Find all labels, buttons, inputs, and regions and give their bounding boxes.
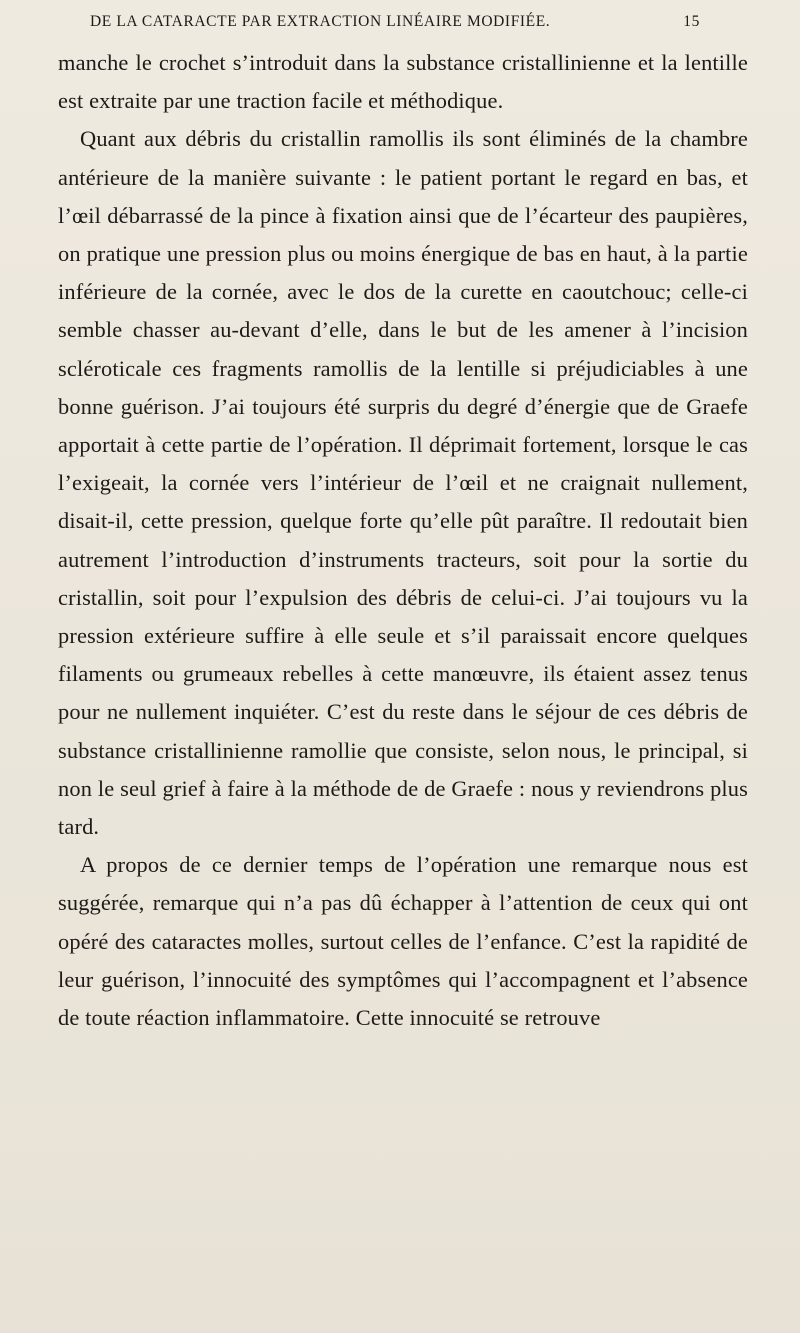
page-number: 15	[683, 13, 700, 30]
running-head-title: DE LA CATARACTE PAR EXTRACTION LINÉAIRE MODIFIÉE.	[90, 13, 551, 30]
paragraph-continuation: manche le crochet s’introduit dans la substance cristallinienne et la lentille est extraite par une traction facile et méthodique.	[58, 50, 748, 114]
body-text	[58, 44, 748, 1037]
paragraph: A propos de ce dernier temps de l’opération une remarque nous est suggérée, remarque qui n’a pas dû échapper à l’attention de ceux qui ont opéré des cataractes molles, surtout celles de l’enfance. C’est la rapidité de leur guérison, l’innocuité des symptômes qui l’accompagnent et l’absence de toute réaction inflammatoire. Cette innocuité se retrouve	[58, 852, 748, 1031]
running-head	[90, 8, 700, 36]
paragraph: Quant aux débris du cristallin ramollis ils sont éliminés de la chambre antérieure de la manière suivante : le patient portant le regard en bas, et l’œil débarrassé de la pince à fixation ainsi que de l’écarteur des paupières, on pratique une pression plus ou moins énergique de bas en haut, à la partie inférieure de la cornée, avec le dos de la curette en caoutchouc; celle-ci semble chasser au-devant d’elle, dans le but de les amener à l’incision scléroticale ces fragments ramollis de la lentille si préjudiciables à une bonne guérison. J’ai toujours été surpris du degré d’énergie que de Graefe apportait à cette partie de l’opération. Il déprimait fortement, lorsque le cas l’exigeait, la cornée vers l’intérieur de l’œil et ne craignait nullement, disait-il, cette pression, quelque forte qu’elle pût paraître. Il redoutait bien autrement l’introduction d’instruments tracteurs, soit pour la sortie du cristallin, soit pour l’expulsion des débris de celui-ci. J’ai toujours vu la pression extérieure suffire à elle seule et s’il paraissait encore quelques filaments ou grumeaux rebelles à cette manœuvre, ils étaient assez tenus pour ne nullement inquiéter. C’est du reste dans le séjour de ces débris de substance cristallinienne ramollie que consiste, selon nous, le principal, si non le seul grief à faire à la méthode de de Graefe : nous y reviendrons plus tard.	[58, 126, 748, 840]
